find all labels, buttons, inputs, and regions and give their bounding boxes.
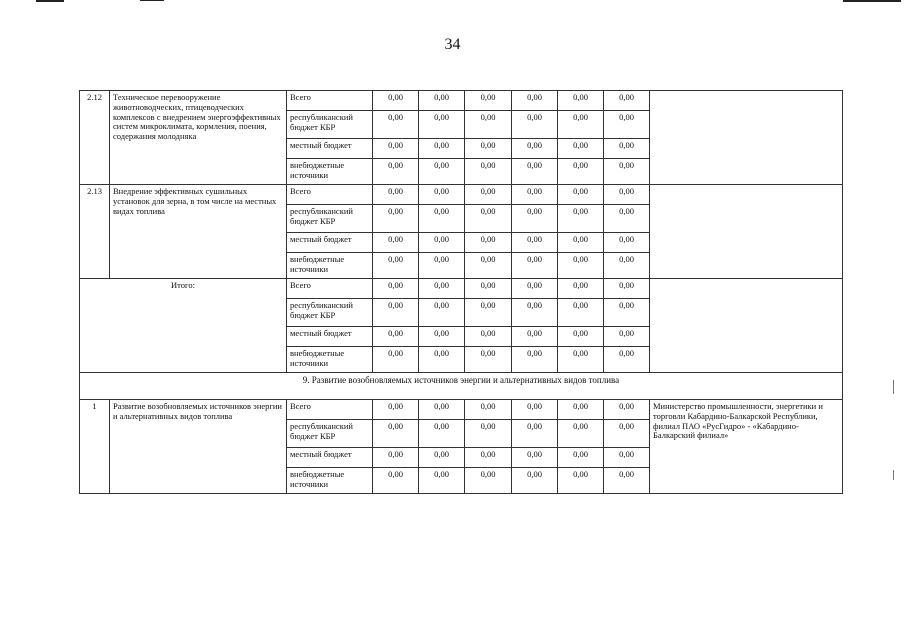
amount-cell: 0,00: [558, 448, 604, 468]
amount-cell: 0,00: [465, 279, 512, 299]
amount-cell: 0,00: [512, 448, 558, 468]
item-index: 2.13: [80, 185, 110, 279]
amount-cell: 0,00: [419, 111, 465, 139]
amount-cell: 0,00: [419, 299, 465, 327]
amount-cell: 0,00: [604, 205, 650, 233]
item-name: Внедрение эффективных сушильных установок для зерна, в том числе на местных видах топлива: [110, 185, 287, 279]
amount-cell: 0,00: [465, 299, 512, 327]
amount-cell: 0,00: [373, 448, 419, 468]
amount-cell: 0,00: [604, 159, 650, 185]
margin-mark: [893, 470, 894, 480]
amount-cell: 0,00: [465, 400, 512, 420]
scan-artifact-mid: [140, 0, 164, 1]
amount-cell: 0,00: [604, 420, 650, 448]
amount-cell: 0,00: [604, 139, 650, 159]
executor-cell: Министерство промышленности, энергетики и торговли Кабардино-Балкарской Республики, филиал ПАО «РусГидро» - «Кабардино-Балкарский филиал»: [650, 400, 843, 494]
funding-source: республиканский бюджет КБР: [287, 205, 373, 233]
funding-source: внебюджетные источники: [287, 468, 373, 494]
amount-cell: 0,00: [558, 139, 604, 159]
amount-cell: 0,00: [419, 253, 465, 279]
amount-cell: 0,00: [604, 448, 650, 468]
amount-cell: 0,00: [558, 91, 604, 111]
amount-cell: 0,00: [558, 253, 604, 279]
amount-cell: 0,00: [373, 91, 419, 111]
executor-cell: [650, 91, 843, 185]
amount-cell: 0,00: [373, 185, 419, 205]
scan-artifact-left: [36, 0, 64, 2]
amount-cell: 0,00: [604, 253, 650, 279]
funding-source: местный бюджет: [287, 448, 373, 468]
amount-cell: 0,00: [512, 185, 558, 205]
amount-cell: 0,00: [465, 420, 512, 448]
amount-cell: 0,00: [512, 159, 558, 185]
amount-cell: 0,00: [419, 327, 465, 347]
amount-cell: 0,00: [604, 233, 650, 253]
executor-cell: [650, 279, 843, 373]
amount-cell: 0,00: [558, 111, 604, 139]
amount-cell: 0,00: [512, 205, 558, 233]
amount-cell: 0,00: [604, 468, 650, 494]
amount-cell: 0,00: [558, 205, 604, 233]
amount-cell: 0,00: [512, 400, 558, 420]
funding-source: внебюджетные источники: [287, 253, 373, 279]
funding-source: внебюджетные источники: [287, 347, 373, 373]
amount-cell: 0,00: [604, 91, 650, 111]
item-index: 2.12: [80, 91, 110, 185]
amount-cell: 0,00: [512, 279, 558, 299]
amount-cell: 0,00: [512, 347, 558, 373]
funding-source: Всего: [287, 400, 373, 420]
funding-source: республиканский бюджет КБР: [287, 299, 373, 327]
amount-cell: 0,00: [373, 400, 419, 420]
amount-cell: 0,00: [558, 233, 604, 253]
amount-cell: 0,00: [373, 347, 419, 373]
funding-source: Всего: [287, 279, 373, 299]
amount-cell: 0,00: [558, 420, 604, 448]
scan-artifact-right: [843, 0, 901, 2]
amount-cell: 0,00: [558, 347, 604, 373]
amount-cell: 0,00: [373, 111, 419, 139]
amount-cell: 0,00: [373, 205, 419, 233]
amount-cell: 0,00: [465, 205, 512, 233]
amount-cell: 0,00: [373, 253, 419, 279]
page-number: 34: [444, 36, 461, 53]
amount-cell: 0,00: [419, 420, 465, 448]
amount-cell: 0,00: [558, 468, 604, 494]
amount-cell: 0,00: [419, 347, 465, 373]
amount-cell: 0,00: [419, 185, 465, 205]
amount-cell: 0,00: [512, 468, 558, 494]
funding-source: местный бюджет: [287, 327, 373, 347]
budget-table: [79, 90, 843, 494]
funding-source: Всего: [287, 91, 373, 111]
item-name: Развитие возобновляемых источников энергии и альтернативных видов топлива: [110, 400, 287, 494]
amount-cell: 0,00: [373, 420, 419, 448]
amount-cell: 0,00: [465, 253, 512, 279]
funding-source: внебюджетные источники: [287, 159, 373, 185]
amount-cell: 0,00: [465, 233, 512, 253]
amount-cell: 0,00: [558, 279, 604, 299]
executor-cell: [650, 185, 843, 279]
amount-cell: 0,00: [419, 400, 465, 420]
table-row: [80, 400, 843, 420]
funding-source: республиканский бюджет КБР: [287, 420, 373, 448]
section-title: 9. Развитие возобновляемых источников энергии и альтернативных видов топлива: [80, 373, 843, 400]
amount-cell: 0,00: [465, 468, 512, 494]
amount-cell: 0,00: [419, 233, 465, 253]
table-row: [80, 91, 843, 111]
amount-cell: 0,00: [465, 185, 512, 205]
funding-source: республиканский бюджет КБР: [287, 111, 373, 139]
funding-source: Всего: [287, 185, 373, 205]
amount-cell: 0,00: [465, 448, 512, 468]
amount-cell: 0,00: [419, 468, 465, 494]
amount-cell: 0,00: [604, 111, 650, 139]
amount-cell: 0,00: [465, 91, 512, 111]
amount-cell: 0,00: [373, 159, 419, 185]
funding-source: местный бюджет: [287, 139, 373, 159]
amount-cell: 0,00: [558, 327, 604, 347]
amount-cell: 0,00: [558, 400, 604, 420]
amount-cell: 0,00: [373, 233, 419, 253]
amount-cell: 0,00: [558, 159, 604, 185]
amount-cell: 0,00: [465, 327, 512, 347]
amount-cell: 0,00: [419, 139, 465, 159]
item-name: Техническое перевооружение животноводческих, птицеводческих комплексов с внедрением энергоэффективных систем микроклимата, кормления, поения, содержания молодняка: [110, 91, 287, 185]
amount-cell: 0,00: [512, 299, 558, 327]
amount-cell: 0,00: [465, 347, 512, 373]
amount-cell: 0,00: [465, 111, 512, 139]
amount-cell: 0,00: [465, 159, 512, 185]
amount-cell: 0,00: [604, 347, 650, 373]
amount-cell: 0,00: [604, 327, 650, 347]
amount-cell: 0,00: [604, 299, 650, 327]
margin-mark: [893, 380, 894, 394]
section-heading-row: [80, 373, 843, 400]
amount-cell: 0,00: [512, 233, 558, 253]
amount-cell: 0,00: [512, 420, 558, 448]
amount-cell: 0,00: [419, 205, 465, 233]
amount-cell: 0,00: [373, 139, 419, 159]
amount-cell: 0,00: [373, 299, 419, 327]
amount-cell: 0,00: [373, 468, 419, 494]
amount-cell: 0,00: [419, 279, 465, 299]
amount-cell: 0,00: [604, 185, 650, 205]
amount-cell: 0,00: [373, 327, 419, 347]
total-label: Итого:: [80, 279, 287, 373]
amount-cell: 0,00: [373, 279, 419, 299]
amount-cell: 0,00: [419, 448, 465, 468]
amount-cell: 0,00: [419, 91, 465, 111]
amount-cell: 0,00: [604, 279, 650, 299]
amount-cell: 0,00: [419, 159, 465, 185]
amount-cell: 0,00: [512, 253, 558, 279]
table-row: [80, 185, 843, 205]
funding-source: местный бюджет: [287, 233, 373, 253]
amount-cell: 0,00: [512, 111, 558, 139]
amount-cell: 0,00: [604, 400, 650, 420]
amount-cell: 0,00: [558, 185, 604, 205]
amount-cell: 0,00: [465, 139, 512, 159]
item-index: 1: [80, 400, 110, 494]
amount-cell: 0,00: [558, 299, 604, 327]
amount-cell: 0,00: [512, 139, 558, 159]
amount-cell: 0,00: [512, 327, 558, 347]
table-row: [80, 279, 843, 299]
amount-cell: 0,00: [512, 91, 558, 111]
